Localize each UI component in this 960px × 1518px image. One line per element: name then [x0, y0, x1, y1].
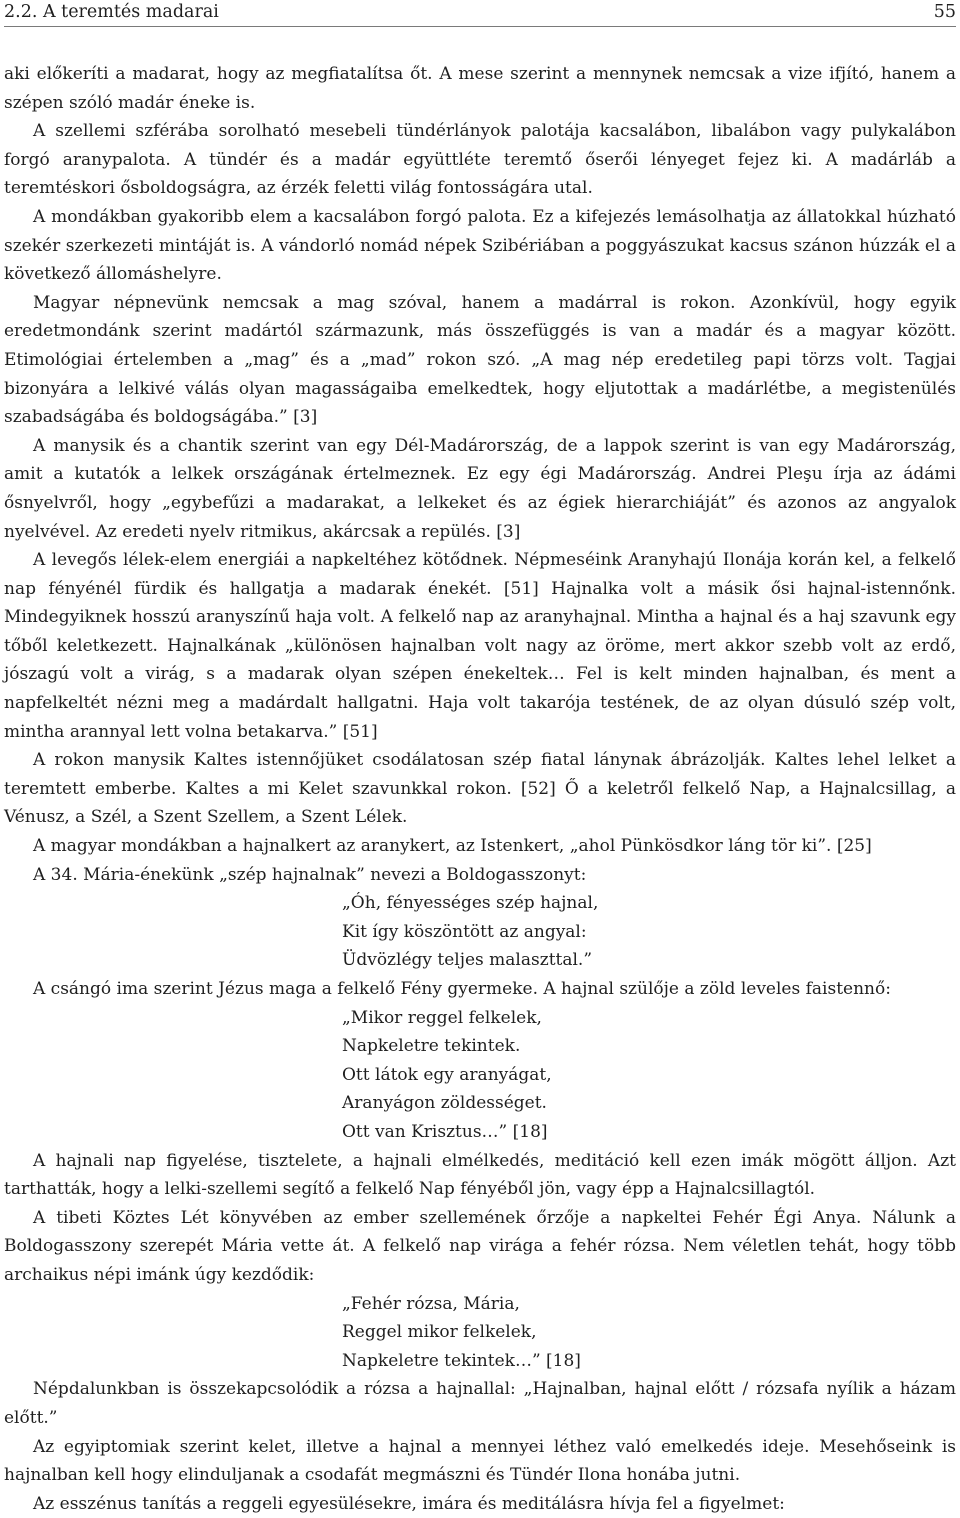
verse-line: „Fehér rózsa, Mária,	[342, 1293, 520, 1314]
section-title: 2.2. A teremtés madarai	[4, 2, 219, 22]
paragraph: Magyar népnevünk nemcsak a mag szóval, hanem a madárral is rokon. Azonkívül, hogy egyik eredetmondánk szerint madártól származunk, más összefüggés is van a madár és a magyar között. Etimológiai értelemben a „mag” és a „mad” rokon szó. „A mag nép eredetileg papi törzs volt. Tagjai bizonyára a lelkivé válás olyan magasságaiba emelkedtek, hogy eljutottak a madárlétbe, a megistenülés szabadságába és boldogságába.” [3]	[4, 292, 956, 428]
verse-line: Napkeletre tekintek.	[342, 1036, 521, 1057]
verse-line: Ott van Krisztus…” [18]	[342, 1121, 548, 1142]
paragraph: A tibeti Köztes Lét könyvében az ember szellemének őrzője a napkeltei Fehér Égi Anya. Nálunk a Boldogasszony szerepét Mária vette át. A felkelő nap virága a fehér rózsa. Nem véletlen tehát, hogy több archaikus népi imánk úgy kezdődik:	[4, 1207, 956, 1285]
paragraph: A 34. Mária-énekünk „szép hajnalnak” nevezi a Boldogasszonyt:	[33, 864, 587, 885]
verse-line: Reggel mikor felkelek,	[342, 1322, 537, 1343]
paragraph: A magyar mondákban a hajnalkert az aranykert, az Istenkert, „ahol Pünkösdkor láng tör ki”. [25]	[33, 836, 872, 857]
page	[4, 0, 956, 1518]
paragraph: aki előkeríti a madarat, hogy az megfiatalítsa őt. A mese szerint a mennynek nemcsak a vize ifjító, hanem a szépen szóló madár éneke is.	[4, 64, 956, 113]
paragraph: A levegős lélek-elem energiái a napkeltéhez kötődnek. Népmeséink Aranyhajú Ilonája korán kel, a felkelő nap fényénél fürdik és hallgatja a madarak énekét. [51] Hajnalka volt a másik ősi hajnal-istennőnk. Mindegyiknek hosszú aranyszínű haja volt. A felkelő nap az aranyhajnal. Mintha a hajnal és a haj szavunk egy tőből keletkezett. Hajnalkának „különösen hajnalban volt nagy az öröme, mert akkor szebb volt az erdő, jószagú volt a virág, s a madarak olyan szépen énekeltek… Fel is kelt minden hajnalban, és ment a napfelkeltét nézni meg a madárdalt hallgatni. Haja volt takarója testének, de az olyan dúsuló szép volt, mintha arannyal lett volna betakarva.” [51]	[4, 550, 956, 742]
paragraph: Az egyiptomiak szerint kelet, illetve a hajnal a mennyei léthez való emelkedés ideje. Mesehőseink is hajnalban kell hogy elinduljanak a csodafát megmászni és Tündér Ilona honába jutni.	[4, 1436, 956, 1486]
paragraph: Az esszénus tanítás a reggeli egyesülésekre, imára és meditálásra hívja fel a figyelmet:	[33, 1493, 785, 1514]
paragraph: A rokon manysik Kaltes istennőjüket csodálatosan szép fiatal lánynak ábrázolják. Kaltes lehel lelket a teremtett emberbe. Kaltes a mi Kelet szavunkkal rokon. [52] Ő a keletről felkelő Nap, a Hajnalcsillag, a Vénusz, a Szél, a Szent Szellem, a Szent Lélek.	[4, 750, 956, 828]
paragraph: A hajnali nap figyelése, tisztelete, a hajnali elmélkedés, meditáció kell ezen imák mögött álljon. Azt tarthatták, hogy a lelki-szellemi segítő a felkelő Nap fényéből jön, vagy épp a Hajnalcsillagtól.	[4, 1150, 956, 1200]
verse-block	[4, 1004, 956, 1147]
paragraph: A mondákban gyakoribb elem a kacsalábon forgó palota. Ez a kifejezés lemásolhatja az állatokkal húzható szekér szerkezeti mintáját is. A vándorló nomád népek Szibériában a poggyászukat kacsus szánon húzzák el a következő állomáshelyre.	[4, 206, 956, 285]
verse-line: Napkeletre tekintek…” [18]	[342, 1350, 581, 1371]
verse-line: „Óh, fényességes szép hajnal,	[342, 893, 599, 914]
paragraph: A manysik és a chantik szerint van egy Dél-Madárország, de a lappok szerint is van egy Madárország, amit a kutatók a lelkek országának értelmeznek. Ez egy égi Madárország. Andrei Pleşu írja az ádámi ősnyelvről, hogy „egybefűzi a madarakat, a lelkeket és az égiek hierarchiáját” és azonos az angyalok nyelvével. Az eredeti nyelv ritmikus, akárcsak a repülés. [3]	[4, 435, 956, 542]
verse-line: „Mikor reggel felkelek,	[342, 1007, 542, 1028]
text-body	[4, 60, 956, 1518]
verse-line: Aranyágon zöldességet.	[342, 1093, 547, 1114]
verse-line: Üdvözlégy teljes malaszttal.”	[342, 950, 593, 971]
verse-block	[4, 889, 956, 975]
paragraph: A szellemi szférába sorolható mesebeli tündérlányok palotája kacsalábon, libalábon vagy pulykalábon forgó aranypalota. A tündér és a madár együttléte teremtő őserői lényeget fejez ki. A madárláb a teremtéskori ősboldogságra, az érzék feletti világ fontosságára utal.	[4, 121, 956, 199]
verse-line: Ott látok egy aranyágat,	[342, 1064, 552, 1085]
verse-block	[4, 1290, 956, 1376]
verse-line: Kit így köszöntött az angyal:	[342, 921, 587, 942]
page-number: 55	[933, 2, 956, 22]
running-header	[4, 0, 956, 27]
paragraph: Népdalunkban is összekapcsolódik a rózsa a hajnallal: „Hajnalban, hajnal előtt / rózsafa nyílik a házam előtt.”	[4, 1379, 956, 1428]
paragraph: A csángó ima szerint Jézus maga a felkelő Fény gyermeke. A hajnal szülője a zöld leveles faistennő:	[33, 979, 891, 999]
